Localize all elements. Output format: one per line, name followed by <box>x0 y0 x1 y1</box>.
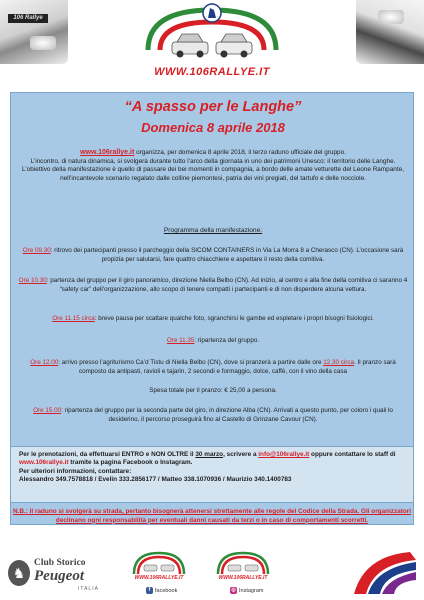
club-name-2: Peugeot <box>34 568 84 584</box>
instagram-icon: ◎ <box>231 587 236 593</box>
car-photo-left <box>0 0 68 64</box>
event-date: Domenica 8 aprile 2018 <box>141 120 285 135</box>
booking-line <box>19 451 405 468</box>
site-link[interactable]: www.106rallye.it <box>80 149 135 156</box>
program-item <box>17 407 409 424</box>
program-time: Ore 12.00 <box>30 359 59 366</box>
lion-icon: ♞ <box>8 560 30 586</box>
program-time: Ore 10.30 <box>18 277 47 284</box>
intro-line-2: L’incontro, di natura dinamica, si svolgerà durante tutto l’arco della giornata in uno dei patrimoni Unesco: il territorio delle Langhe. <box>30 157 396 165</box>
stripes-logo <box>350 548 420 598</box>
program-text: : ripartenza del gruppo per la seconda parte del giro, in direzione Alba (CN). Arrivati a questo punto, per coloro i quali lo desiderino, il percorso proseguirà fino al Castello di Grinzane Cavour (CN). <box>61 407 393 423</box>
program-text: : ripartenza del gruppo. <box>194 337 260 344</box>
club-name-3: ITALIA <box>78 586 99 592</box>
facebook-link[interactable] <box>146 587 177 594</box>
facebook-label: facebook <box>155 587 178 594</box>
intro-text <box>17 149 409 183</box>
club-peugeot-logo <box>8 552 120 594</box>
booking-text: , scrivere a <box>223 451 259 458</box>
mini-logo-text: WWW.106RALLYE.IT <box>134 575 184 581</box>
car-badge: 106 Rallye <box>8 14 48 23</box>
booking-deadline: 30 marzo <box>195 451 224 458</box>
disclaimer-text: : il raduno si svolgerà su strada, pertanto bisognerà attenersi strettamente alle regole del Codice della Strada. Gli organizzatori declinano ogni responsabilità per eventuali danni causati da terzi o in caso di comportamenti scorretti. <box>25 508 412 524</box>
program-time: Ore 09.30 <box>22 247 51 254</box>
intro-line-1: organizza, per domenica 8 aprile 2018, il terzo raduno ufficiale del gruppo. <box>134 149 346 156</box>
booking-info-box <box>10 446 414 503</box>
program-text: : breve pausa per scattare qualche foto, sgranchirsi le gambe ed espletare i propri bisogni fisiologici. <box>94 315 374 322</box>
program-time-2: 12.30 circa <box>323 359 355 366</box>
instagram-link[interactable] <box>230 587 263 594</box>
site-link[interactable]: www.106rallye.it <box>19 459 69 467</box>
facebook-icon: f <box>146 587 153 594</box>
program-text: : partenza del gruppo per il giro panoramico, direzione Niella Belbo (CN). Ad inizio, al centro e alla fine della comitiva ci saranno 4 “safety car” dell’organizzazione, allo scopo di tenere compatti i partecipanti e di non disperdere alcuna vettura. <box>46 277 408 293</box>
booking-text: Per le prenotazioni, da effettuarsi ENTRO e NON OLTRE il <box>19 451 196 458</box>
mini-logo-text: WWW.106RALLYE.IT <box>218 575 268 581</box>
instagram-label: Instagram <box>239 587 264 594</box>
email-link[interactable]: info@106rallye.it <box>258 451 310 458</box>
event-title: “A spasso per le Langhe” <box>124 99 302 115</box>
contact-heading: Per ulteriori informazioni, contattare: <box>19 467 132 475</box>
disclaimer-nb: N.B. <box>12 508 26 515</box>
lunch-price-text: Spesa totale per il pranzo: € 25,00 a persona. <box>149 387 277 394</box>
program-item <box>17 359 409 376</box>
program-item <box>17 277 409 294</box>
program-text: : ritrovo dei partecipanti presso il parcheggio della SICOM CONTAINERS in Via La Morra 8 a Cherasco (CN). L’occasione sarà propizia per salutarsi, fare quattro chiacchiere e aspettare il resto della comitiva. <box>50 247 404 263</box>
club-name-1: Club Storico <box>34 558 86 568</box>
headlight-shape <box>378 10 404 24</box>
header <box>0 0 424 92</box>
lunch-price <box>17 387 409 396</box>
site-logo <box>138 2 286 88</box>
disclaimer <box>8 508 416 525</box>
program-item <box>17 315 409 324</box>
program-item <box>17 337 409 346</box>
intro-line-3: L’obiettivo della manifestazione è quello di passare dei bei momenti in compagnia, a bordo delle amate vetturette del Leone Rampante, nell’incantevole scenario regalato dalle colline piemontesi, patria dei vini pregiati, del tartufo e delle nocciole. <box>22 166 404 182</box>
logo-text: WWW.106RALLYE.IT <box>154 66 270 78</box>
program-title: Programma della manifestazione: <box>163 227 263 234</box>
footer <box>0 548 424 600</box>
program-text-2: . Il pranzo sarà composto da antipasti, ravioli e tajarin, 2 secondi e formaggio, dolce, caffè, con il vino della casa <box>78 359 396 375</box>
program-item <box>17 247 409 264</box>
headlight-shape <box>30 36 56 50</box>
program-time: Ore 15.00 <box>33 407 62 414</box>
booking-text: tramite la pagina Facebook o Instagram. <box>68 459 193 467</box>
program-time: Ore 11.35 <box>166 337 195 344</box>
booking-text: oppure contattare lo staff di <box>309 451 396 458</box>
program-time: Ore 11.15 circa <box>52 315 95 322</box>
contact-list: Alessandro 349.7578818 / Evelin 333.2856177 / Matteo 338.1070936 / Maurizio 340.1400783 <box>19 476 292 484</box>
program-text: : arrivo presso l’agriturismo Ca’d Tistu di Niella Belbo (CN), dove si pranzerà a partire dalle ore <box>58 359 324 366</box>
car-photo-right <box>356 0 424 64</box>
